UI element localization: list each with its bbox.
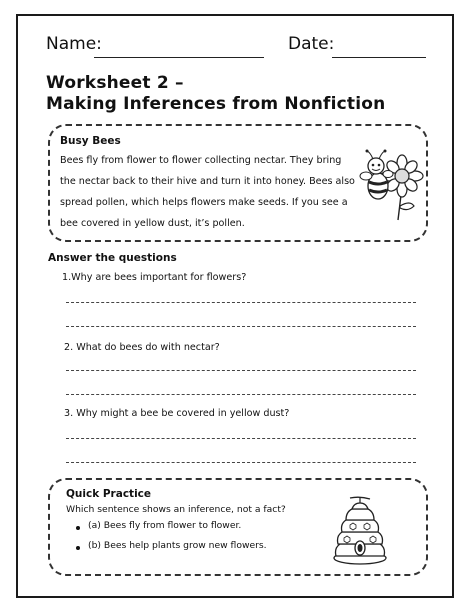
passage-heading: Busy Bees [60,135,121,147]
passage-line: the nectar back to their hive and turn it into honey. Bees also [60,176,355,187]
bee-on-flower-icon [358,146,420,222]
option-a[interactable]: (a) Bees fly from flower to flower. [88,520,242,531]
answer-line[interactable] [66,462,416,463]
name-label: Name: [46,34,102,54]
beehive-icon [330,496,390,564]
answer-line[interactable] [66,302,416,303]
quick-practice-prompt: Which sentence shows an inference, not a fact? [66,504,286,515]
questions-heading: Answer the questions [48,252,177,264]
answer-line[interactable] [66,326,416,327]
passage-line: Bees fly from flower to flower collecting nectar. They bring [60,155,342,166]
answer-line[interactable] [66,438,416,439]
answer-line[interactable] [66,370,416,371]
bullet-icon [76,526,80,530]
bullet-icon [76,546,80,550]
option-b[interactable]: (b) Bees help plants grow new flowers. [88,540,267,551]
answer-line[interactable] [66,394,416,395]
passage-line: bee covered in yellow dust, it’s pollen. [60,218,245,229]
question-3: 3. Why might a bee be covered in yellow dust? [64,408,290,419]
worksheet-title-line2: Making Inferences from Nonfiction [46,94,386,114]
worksheet-title-line1: Worksheet 2 – [46,73,184,93]
date-label: Date: [288,34,335,54]
passage-line: spread pollen, which helps flowers make seeds. If you see a [60,197,348,208]
question-1: 1.Why are bees important for flowers? [62,272,247,283]
date-field[interactable] [332,57,426,58]
quick-practice-heading: Quick Practice [66,488,152,500]
name-field[interactable] [94,57,264,58]
question-2: 2. What do bees do with nectar? [64,342,220,353]
passage-text [60,150,360,234]
